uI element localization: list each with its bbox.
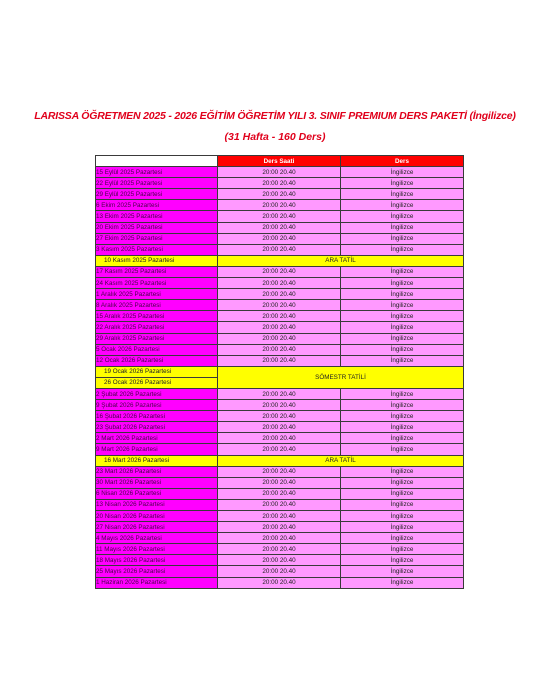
- lesson-subject: İngilizce: [341, 266, 464, 277]
- lesson-subject: İngilizce: [341, 400, 464, 411]
- table-row: [96, 533, 464, 544]
- lesson-subject: İngilizce: [341, 311, 464, 322]
- table-row: [96, 411, 464, 422]
- lesson-date: 23 Şubat 2026 Pazartesi: [96, 422, 218, 433]
- lesson-date: 30 Mart 2026 Pazartesi: [96, 477, 218, 488]
- lesson-date: 18 Mayıs 2026 Pazartesi: [96, 555, 218, 566]
- lesson-time: 20:00 20.40: [218, 544, 341, 555]
- lesson-subject: İngilizce: [341, 522, 464, 533]
- lesson-date: 27 Nisan 2026 Pazartesi: [96, 522, 218, 533]
- lesson-subject: İngilizce: [341, 167, 464, 178]
- header-lesson: Ders: [341, 156, 464, 167]
- lesson-date: 24 Kasım 2025 Pazartesi: [96, 278, 218, 289]
- schedule-table: [95, 155, 464, 589]
- lesson-date: 27 Ekim 2025 Pazartesi: [96, 233, 218, 244]
- lesson-time: 20:00 20.40: [218, 189, 341, 200]
- lesson-subject: İngilizce: [341, 178, 464, 189]
- table-row: [96, 333, 464, 344]
- lesson-subject: İngilizce: [341, 278, 464, 289]
- lesson-date: 22 Eylül 2025 Pazartesi: [96, 178, 218, 189]
- lesson-date: 23 Mart 2026 Pazartesi: [96, 466, 218, 477]
- lesson-subject: İngilizce: [341, 411, 464, 422]
- table-row: [96, 344, 464, 355]
- lesson-date: 17 Kasım 2025 Pazartesi: [96, 266, 218, 277]
- table-row: [96, 233, 464, 244]
- table-row: [96, 477, 464, 488]
- lesson-time: 20:00 20.40: [218, 466, 341, 477]
- lesson-date: 12 Ocak 2026 Pazartesi: [96, 355, 218, 366]
- table-row: [96, 322, 464, 333]
- holiday-date: 19 Ocak 2026 Pazartesi: [96, 366, 218, 377]
- lesson-subject: İngilizce: [341, 222, 464, 233]
- lesson-time: 20:00 20.40: [218, 555, 341, 566]
- lesson-time: 20:00 20.40: [218, 244, 341, 255]
- lesson-subject: İngilizce: [341, 355, 464, 366]
- lesson-date: 22 Aralık 2025 Pazartesi: [96, 322, 218, 333]
- table-row: [96, 289, 464, 300]
- lesson-time: 20:00 20.40: [218, 411, 341, 422]
- holiday-date: 16 Mart 2026 Pazartesi: [96, 455, 218, 466]
- lesson-time: 20:00 20.40: [218, 400, 341, 411]
- table-row: [96, 511, 464, 522]
- table-row: [96, 555, 464, 566]
- lesson-subject: İngilizce: [341, 533, 464, 544]
- lesson-subject: İngilizce: [341, 433, 464, 444]
- lesson-time: 20:00 20.40: [218, 511, 341, 522]
- table-row: [96, 422, 464, 433]
- lesson-date: 5 Ocak 2026 Pazartesi: [96, 344, 218, 355]
- lesson-date: 6 Ekim 2025 Pazartesi: [96, 200, 218, 211]
- holiday-date: 10 Kasım 2025 Pazartesi: [96, 255, 218, 266]
- table-row: [96, 499, 464, 510]
- lesson-subject: İngilizce: [341, 488, 464, 499]
- holiday-row: [96, 455, 464, 466]
- lesson-date: 25 Mayıs 2026 Pazartesi: [96, 566, 218, 577]
- lesson-time: 20:00 20.40: [218, 211, 341, 222]
- lesson-date: 20 Nisan 2026 Pazartesi: [96, 511, 218, 522]
- lesson-time: 20:00 20.40: [218, 300, 341, 311]
- table-row: [96, 400, 464, 411]
- lesson-subject: İngilizce: [341, 189, 464, 200]
- lesson-time: 20:00 20.40: [218, 344, 341, 355]
- lesson-subject: İngilizce: [341, 444, 464, 455]
- lesson-time: 20:00 20.40: [218, 477, 341, 488]
- lesson-time: 20:00 20.40: [218, 289, 341, 300]
- lesson-subject: İngilizce: [341, 566, 464, 577]
- lesson-time: 20:00 20.40: [218, 422, 341, 433]
- table-row: [96, 566, 464, 577]
- header-blank-cell: [96, 156, 218, 167]
- table-row: [96, 300, 464, 311]
- table-row: [96, 466, 464, 477]
- table-row: [96, 211, 464, 222]
- table-row: [96, 577, 464, 588]
- lesson-date: 1 Aralık 2025 Pazartesi: [96, 289, 218, 300]
- lesson-time: 20:00 20.40: [218, 355, 341, 366]
- table-row: [96, 178, 464, 189]
- lesson-subject: İngilizce: [341, 477, 464, 488]
- holiday-date: 26 Ocak 2026 Pazartesi: [96, 377, 218, 388]
- lesson-time: 20:00 20.40: [218, 388, 341, 399]
- lesson-date: 15 Eylül 2025 Pazartesi: [96, 167, 218, 178]
- lesson-date: 11 Mayıs 2026 Pazartesi: [96, 544, 218, 555]
- lesson-subject: İngilizce: [341, 466, 464, 477]
- table-header-row: [96, 156, 464, 167]
- holiday-row: [96, 366, 464, 377]
- lesson-date: 9 Şubat 2026 Pazartesi: [96, 400, 218, 411]
- table-row: [96, 544, 464, 555]
- table-row: [96, 311, 464, 322]
- lesson-date: 16 Şubat 2026 Pazartesi: [96, 411, 218, 422]
- lesson-time: 20:00 20.40: [218, 533, 341, 544]
- lesson-time: 20:00 20.40: [218, 499, 341, 510]
- lesson-date: 1 Haziran 2026 Pazartesi: [96, 577, 218, 588]
- schedule-body: [96, 167, 464, 589]
- lesson-subject: İngilizce: [341, 211, 464, 222]
- lesson-time: 20:00 20.40: [218, 522, 341, 533]
- lesson-time: 20:00 20.40: [218, 311, 341, 322]
- table-row: [96, 355, 464, 366]
- lesson-time: 20:00 20.40: [218, 577, 341, 588]
- lesson-time: 20:00 20.40: [218, 266, 341, 277]
- lesson-subject: İngilizce: [341, 577, 464, 588]
- lesson-date: 3 Kasım 2025 Pazartesi: [96, 244, 218, 255]
- lesson-subject: İngilizce: [341, 322, 464, 333]
- table-row: [96, 244, 464, 255]
- lesson-subject: İngilizce: [341, 200, 464, 211]
- lesson-subject: İngilizce: [341, 233, 464, 244]
- table-row: [96, 444, 464, 455]
- holiday-label: SÖMESTR TATİLİ: [218, 366, 464, 388]
- lesson-time: 20:00 20.40: [218, 278, 341, 289]
- lesson-subject: İngilizce: [341, 555, 464, 566]
- lesson-subject: İngilizce: [341, 422, 464, 433]
- lesson-date: 29 Aralık 2025 Pazartesi: [96, 333, 218, 344]
- table-row: [96, 200, 464, 211]
- lesson-date: 13 Nisan 2026 Pazartesi: [96, 499, 218, 510]
- lesson-date: 4 Mayıs 2026 Pazartesi: [96, 533, 218, 544]
- lesson-subject: İngilizce: [341, 388, 464, 399]
- lesson-time: 20:00 20.40: [218, 333, 341, 344]
- lesson-time: 20:00 20.40: [218, 178, 341, 189]
- lesson-time: 20:00 20.40: [218, 167, 341, 178]
- lesson-date: 13 Ekim 2025 Pazartesi: [96, 211, 218, 222]
- holiday-label: ARA TATİL: [218, 455, 464, 466]
- table-row: [96, 189, 464, 200]
- table-row: [96, 388, 464, 399]
- table-row: [96, 488, 464, 499]
- table-row: [96, 278, 464, 289]
- lesson-time: 20:00 20.40: [218, 233, 341, 244]
- page-title: LARISSA ÖĞRETMEN 2025 - 2026 EĞİTİM ÖĞRETİM YILI 3. SINIF PREMIUM DERS PAKETİ (İngilizce): [34, 110, 516, 122]
- holiday-label: ARA TATİL: [218, 255, 464, 266]
- lesson-subject: İngilizce: [341, 244, 464, 255]
- table-row: [96, 167, 464, 178]
- lesson-subject: İngilizce: [341, 344, 464, 355]
- table-row: [96, 266, 464, 277]
- lesson-date: 9 Mart 2026 Pazartesi: [96, 444, 218, 455]
- lesson-date: 20 Ekim 2025 Pazartesi: [96, 222, 218, 233]
- lesson-date: 8 Aralık 2025 Pazartesi: [96, 300, 218, 311]
- lesson-subject: İngilizce: [341, 333, 464, 344]
- holiday-row: [96, 255, 464, 266]
- page-subtitle: (31 Hafta - 160 Ders): [224, 131, 326, 143]
- table-row: [96, 433, 464, 444]
- lesson-subject: İngilizce: [341, 511, 464, 522]
- lesson-time: 20:00 20.40: [218, 200, 341, 211]
- table-row: [96, 522, 464, 533]
- lesson-time: 20:00 20.40: [218, 433, 341, 444]
- lesson-subject: İngilizce: [341, 499, 464, 510]
- lesson-time: 20:00 20.40: [218, 566, 341, 577]
- lesson-time: 20:00 20.40: [218, 444, 341, 455]
- lesson-date: 6 Nisan 2026 Pazartesi: [96, 488, 218, 499]
- lesson-date: 15 Aralık 2025 Pazartesi: [96, 311, 218, 322]
- lesson-subject: İngilizce: [341, 544, 464, 555]
- lesson-time: 20:00 20.40: [218, 488, 341, 499]
- lesson-date: 2 Mart 2026 Pazartesi: [96, 433, 218, 444]
- lesson-subject: İngilizce: [341, 300, 464, 311]
- lesson-time: 20:00 20.40: [218, 222, 341, 233]
- lesson-date: 29 Eylül 2025 Pazartesi: [96, 189, 218, 200]
- lesson-time: 20:00 20.40: [218, 322, 341, 333]
- header-lesson-time: Ders Saati: [218, 156, 341, 167]
- table-row: [96, 222, 464, 233]
- lesson-subject: İngilizce: [341, 289, 464, 300]
- lesson-date: 2 Şubat 2026 Pazartesi: [96, 388, 218, 399]
